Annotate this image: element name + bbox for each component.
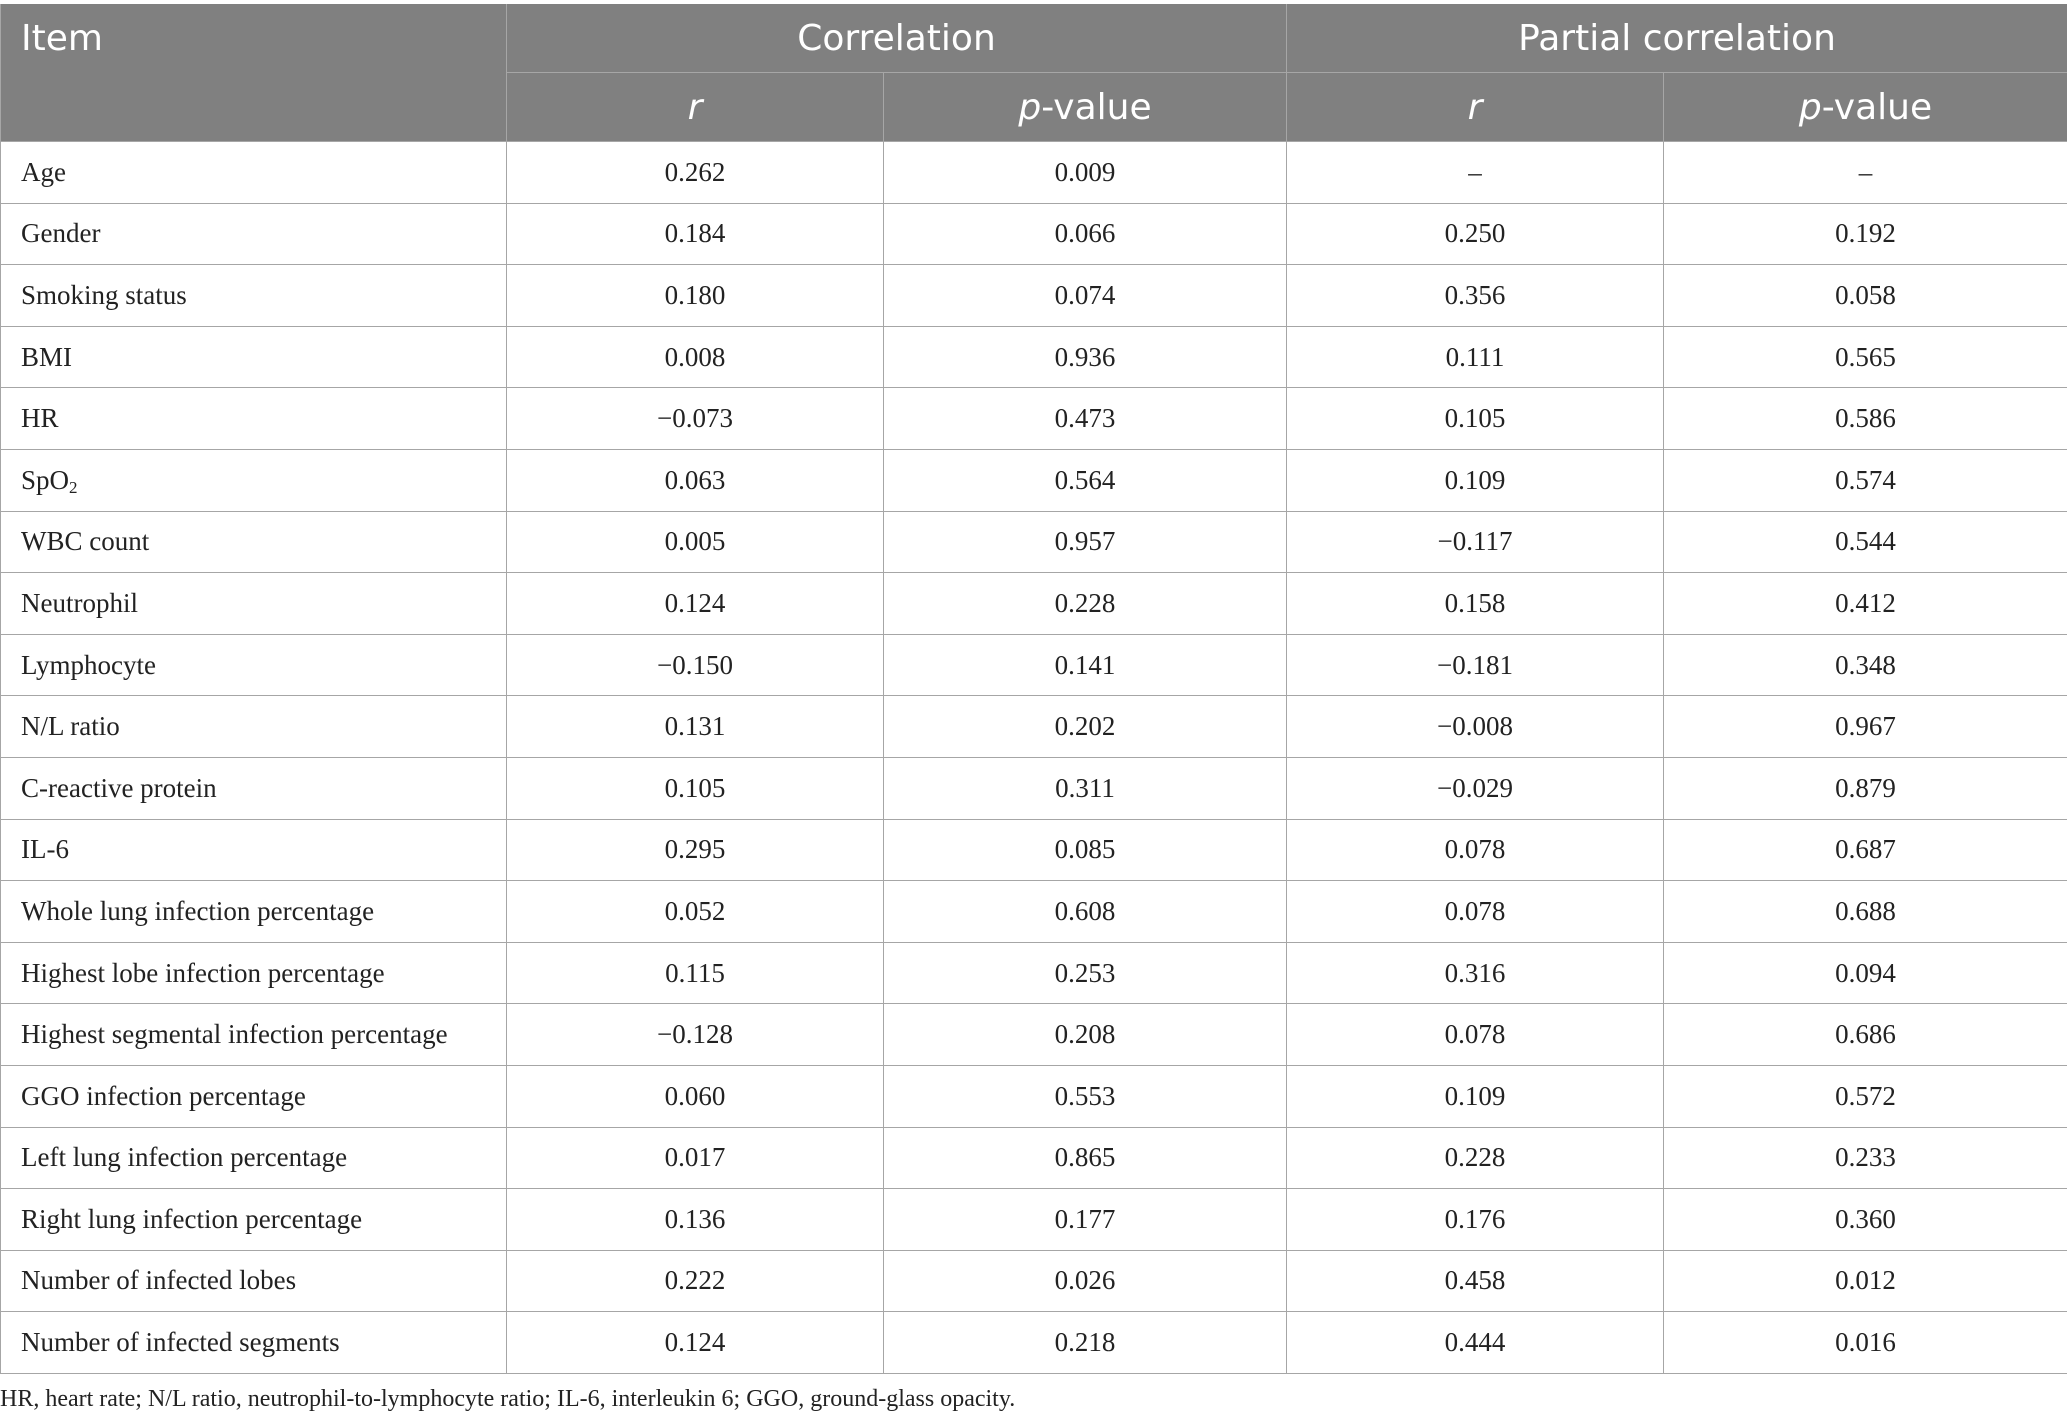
correlation-group-header: Correlation [507, 4, 1287, 73]
partial-r-cell: 0.176 [1287, 1189, 1664, 1251]
item-label: Right lung infection percentage [21, 1203, 363, 1234]
table-row [1, 511, 2067, 573]
correlation-r-cell: 0.017 [507, 1127, 884, 1189]
partial-r-cell: 0.109 [1287, 449, 1664, 511]
partial-r-cell: −0.181 [1287, 634, 1664, 696]
table-row [1, 881, 2067, 943]
item-cell [1, 696, 507, 758]
item-cell [1, 573, 507, 635]
partial-r-cell: 0.250 [1287, 203, 1664, 265]
partial-r-cell: 0.109 [1287, 1065, 1664, 1127]
table-header [1, 4, 2067, 142]
table-row [1, 203, 2067, 265]
partial-p-value-cell: 0.348 [1664, 634, 2067, 696]
partial-p-value-cell: 0.412 [1664, 573, 2067, 635]
correlation-p-value-cell: 0.936 [884, 326, 1287, 388]
correlation-r-cell: 0.262 [507, 142, 884, 204]
correlation-r-cell: 0.222 [507, 1250, 884, 1312]
item-label: Age [21, 156, 66, 187]
partial-r-cell: −0.008 [1287, 696, 1664, 758]
item-cell [1, 881, 507, 943]
partial-p-value-cell: 0.879 [1664, 757, 2067, 819]
item-label: Highest segmental infection percentage [21, 1019, 448, 1050]
partial-r-cell: 0.078 [1287, 881, 1664, 943]
partial-r-header [1287, 73, 1664, 142]
correlation-r-cell: 0.005 [507, 511, 884, 573]
partial-r-cell: 0.111 [1287, 326, 1664, 388]
correlation-r-cell: −0.128 [507, 1004, 884, 1066]
p-symbol: p [1798, 86, 1822, 128]
p-value-suffix: -value [1041, 86, 1152, 128]
table-row [1, 388, 2067, 450]
table-row [1, 265, 2067, 327]
table-row [1, 942, 2067, 1004]
item-cell [1, 819, 507, 881]
correlation-p-value-cell: 0.009 [884, 142, 1287, 204]
item-label: C-reactive protein [21, 772, 217, 803]
partial-p-value-cell: 0.233 [1664, 1127, 2067, 1189]
partial-p-value-cell: 0.544 [1664, 511, 2067, 573]
correlation-p-value-cell: 0.865 [884, 1127, 1287, 1189]
partial-p-value-cell: 0.586 [1664, 388, 2067, 450]
correlation-table-container [0, 4, 2067, 1374]
correlation-p-value-cell: 0.074 [884, 265, 1287, 327]
partial-p-value-cell: 0.016 [1664, 1312, 2067, 1374]
item-label: Number of infected lobes [21, 1265, 297, 1296]
item-cell [1, 449, 507, 511]
r-symbol: r [1467, 86, 1483, 128]
partial-p-value-cell: 0.688 [1664, 881, 2067, 943]
item-label: N/L ratio [21, 711, 120, 742]
table-row [1, 634, 2067, 696]
partial-p-value-cell: 0.094 [1664, 942, 2067, 1004]
partial-p-value-cell: – [1664, 142, 2067, 204]
partial-r-cell: −0.117 [1287, 511, 1664, 573]
correlation-r-cell: 0.060 [507, 1065, 884, 1127]
item-label: Gender [21, 218, 101, 249]
partial-r-cell: −0.029 [1287, 757, 1664, 819]
correlation-p-value-cell: 0.228 [884, 573, 1287, 635]
item-cell [1, 757, 507, 819]
partial-r-cell: – [1287, 142, 1664, 204]
partial-r-cell: 0.078 [1287, 819, 1664, 881]
r-symbol: r [687, 86, 703, 128]
correlation-r-cell: 0.115 [507, 942, 884, 1004]
table-body [1, 142, 2067, 1374]
correlation-r-cell: 0.063 [507, 449, 884, 511]
table-footnote: HR, heart rate; N/L ratio, neutrophil-to-lymphocyte ratio; IL-6, interleukin 6; GGO, ground-glass opacity. [0, 1386, 1016, 1412]
partial-p-value-cell: 0.574 [1664, 449, 2067, 511]
partial-r-cell: 0.316 [1287, 942, 1664, 1004]
partial-r-cell: 0.458 [1287, 1250, 1664, 1312]
correlation-p-value-cell: 0.208 [884, 1004, 1287, 1066]
correlation-r-cell: 0.131 [507, 696, 884, 758]
p-symbol: p [1018, 86, 1042, 128]
partial-p-value-cell: 0.058 [1664, 265, 2067, 327]
partial-p-value-header [1664, 73, 2067, 142]
item-label: Highest lobe infection percentage [21, 957, 385, 988]
correlation-r-cell: 0.052 [507, 881, 884, 943]
table-row [1, 1004, 2067, 1066]
item-column-header: Item [1, 4, 507, 142]
correlation-p-value-cell: 0.311 [884, 757, 1287, 819]
table-row [1, 326, 2067, 388]
table-row [1, 1189, 2067, 1251]
table-row [1, 573, 2067, 635]
correlation-r-cell: 0.180 [507, 265, 884, 327]
correlation-r-cell: 0.124 [507, 1312, 884, 1374]
correlation-p-value-cell: 0.218 [884, 1312, 1287, 1374]
item-label: IL-6 [21, 834, 69, 865]
partial-r-cell: 0.105 [1287, 388, 1664, 450]
correlation-r-cell: 0.105 [507, 757, 884, 819]
correlation-p-value-cell: 0.553 [884, 1065, 1287, 1127]
partial-r-cell: 0.158 [1287, 573, 1664, 635]
item-label: BMI [21, 341, 73, 372]
item-cell [1, 326, 507, 388]
item-label: SpO [21, 464, 70, 495]
partial-p-value-cell: 0.360 [1664, 1189, 2067, 1251]
correlation-p-value-cell: 0.957 [884, 511, 1287, 573]
correlation-p-value-cell: 0.473 [884, 388, 1287, 450]
item-cell [1, 1065, 507, 1127]
item-cell [1, 1312, 507, 1374]
item-label: Smoking status [21, 279, 187, 310]
partial-r-cell: 0.444 [1287, 1312, 1664, 1374]
item-subscript: 2 [69, 477, 78, 497]
partial-r-cell: 0.078 [1287, 1004, 1664, 1066]
partial-p-value-cell: 0.687 [1664, 819, 2067, 881]
table-row [1, 757, 2067, 819]
partial-p-value-cell: 0.572 [1664, 1065, 2067, 1127]
item-cell [1, 511, 507, 573]
correlation-r-cell: 0.008 [507, 326, 884, 388]
item-cell [1, 1189, 507, 1251]
item-cell [1, 1004, 507, 1066]
partial-r-cell: 0.228 [1287, 1127, 1664, 1189]
correlation-r-header [507, 73, 884, 142]
correlation-table [0, 4, 2067, 1374]
item-cell [1, 388, 507, 450]
correlation-p-value-cell: 0.253 [884, 942, 1287, 1004]
table-row [1, 1127, 2067, 1189]
correlation-p-value-cell: 0.141 [884, 634, 1287, 696]
correlation-p-value-header [884, 73, 1287, 142]
p-value-suffix: -value [1821, 86, 1933, 128]
table-row [1, 1065, 2067, 1127]
correlation-p-value-cell: 0.177 [884, 1189, 1287, 1251]
correlation-p-value-cell: 0.202 [884, 696, 1287, 758]
item-cell [1, 142, 507, 204]
correlation-p-value-cell: 0.026 [884, 1250, 1287, 1312]
item-label: Lymphocyte [21, 649, 156, 680]
correlation-r-cell: −0.150 [507, 634, 884, 696]
item-cell [1, 1250, 507, 1312]
item-label: GGO infection percentage [21, 1080, 306, 1111]
correlation-r-cell: 0.136 [507, 1189, 884, 1251]
table-row [1, 819, 2067, 881]
item-label: Number of infected segments [21, 1327, 340, 1358]
partial-p-value-cell: 0.686 [1664, 1004, 2067, 1066]
table-row [1, 449, 2067, 511]
table-row [1, 696, 2067, 758]
correlation-p-value-cell: 0.085 [884, 819, 1287, 881]
item-label: HR [21, 403, 59, 434]
table-row [1, 1250, 2067, 1312]
partial-p-value-cell: 0.192 [1664, 203, 2067, 265]
correlation-r-cell: 0.184 [507, 203, 884, 265]
correlation-r-cell: 0.124 [507, 573, 884, 635]
item-label: Neutrophil [21, 587, 138, 618]
correlation-p-value-cell: 0.066 [884, 203, 1287, 265]
partial-correlation-group-header: Partial correlation [1287, 4, 2067, 73]
partial-p-value-cell: 0.565 [1664, 326, 2067, 388]
partial-p-value-cell: 0.967 [1664, 696, 2067, 758]
item-label: WBC count [21, 526, 150, 557]
item-label: Whole lung infection percentage [21, 895, 375, 926]
correlation-r-cell: −0.073 [507, 388, 884, 450]
partial-p-value-cell: 0.012 [1664, 1250, 2067, 1312]
item-cell [1, 1127, 507, 1189]
correlation-r-cell: 0.295 [507, 819, 884, 881]
table-row [1, 1312, 2067, 1374]
item-cell [1, 203, 507, 265]
partial-r-cell: 0.356 [1287, 265, 1664, 327]
table-row [1, 142, 2067, 204]
item-cell [1, 634, 507, 696]
correlation-p-value-cell: 0.564 [884, 449, 1287, 511]
item-cell [1, 942, 507, 1004]
correlation-p-value-cell: 0.608 [884, 881, 1287, 943]
item-label: Left lung infection percentage [21, 1142, 348, 1173]
item-cell [1, 265, 507, 327]
